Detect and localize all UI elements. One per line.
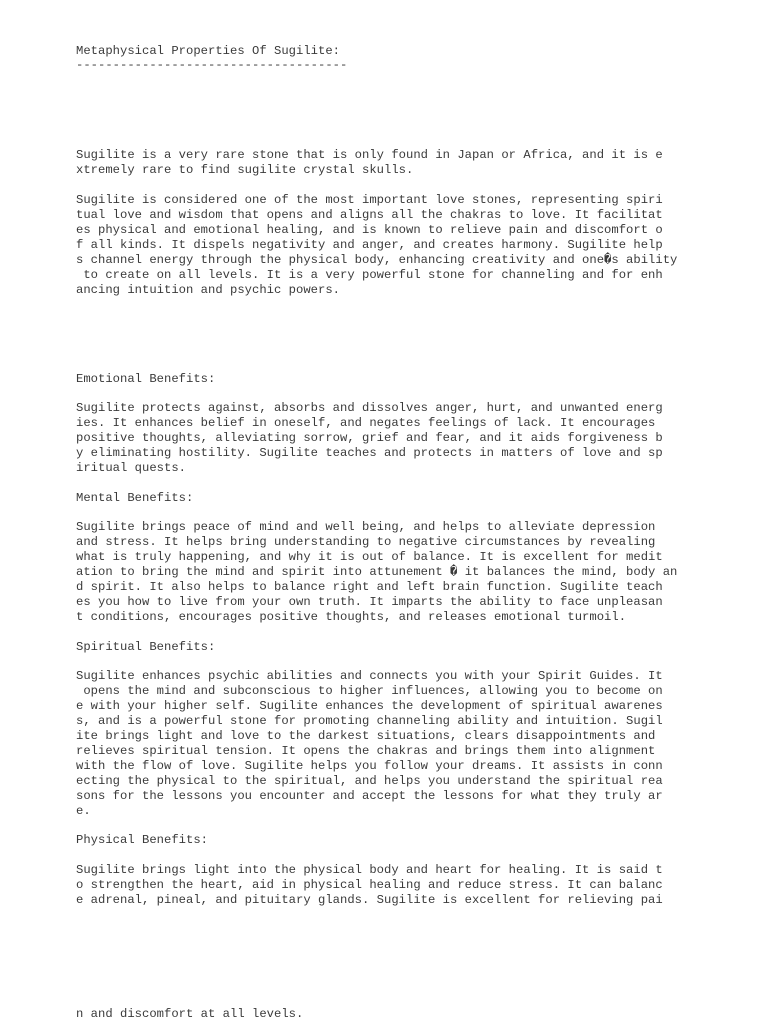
paragraph-line: ecting the physical to the spiritual, and helps you understand the spiritual rea xyxy=(76,774,663,788)
paragraph-line: positive thoughts, alleviating sorrow, grief and fear, and it aids forgiveness b xyxy=(76,431,663,445)
section-heading-spiritual: Spiritual Benefits: xyxy=(76,640,216,654)
paragraph-line: what is truly happening, and why it is out of balance. It is excellent for medit xyxy=(76,550,663,564)
paragraph-line: s, and is a powerful stone for promoting channeling ability and intuition. Sugil xyxy=(76,714,663,728)
intro-line: Sugilite is a very rare stone that is only found in Japan or Africa, and it is e xyxy=(76,148,663,162)
intro-line: Sugilite is considered one of the most important love stones, representing spiri xyxy=(76,193,663,207)
section-heading-mental: Mental Benefits: xyxy=(76,491,194,505)
section-heading-emotional: Emotional Benefits: xyxy=(76,372,216,386)
paragraph-line: t conditions, encourages positive thoughts, and releases emotional turmoil. xyxy=(76,610,627,624)
paragraph-line: ies. It enhances belief in oneself, and negates feelings of lack. It encourages xyxy=(76,416,656,430)
intro-line: f all kinds. It dispels negativity and anger, and creates harmony. Sugilite help xyxy=(76,238,663,252)
intro-line: s channel energy through the physical body, enhancing creativity and one�s ability xyxy=(76,253,678,267)
intro-line: to create on all levels. It is a very powerful stone for channeling and for enh xyxy=(76,268,663,282)
intro-line: tual love and wisdom that opens and aligns all the chakras to love. It facilitat xyxy=(76,208,663,222)
paragraph-line: with the flow of love. Sugilite helps you follow your dreams. It assists in conn xyxy=(76,759,663,773)
paragraph-line: y eliminating hostility. Sugilite teaches and protects in matters of love and sp xyxy=(76,446,663,460)
paragraph-line: iritual quests. xyxy=(76,461,187,475)
paragraph-line: sons for the lessons you encounter and accept the lessons for what they truly ar xyxy=(76,789,663,803)
paragraph-line: and stress. It helps bring understanding to negative circumstances by revealing xyxy=(76,535,656,549)
intro-line: xtremely rare to find sugilite crystal skulls. xyxy=(76,163,414,177)
paragraph-line: relieves spiritual tension. It opens the chakras and brings them into alignment xyxy=(76,744,656,758)
paragraph-line: ite brings light and love to the darkest situations, clears disappointments and xyxy=(76,729,656,743)
closing-line: n and discomfort at all levels. xyxy=(76,1007,304,1021)
paragraph-line: es you how to live from your own truth. It imparts the ability to face unpleasan xyxy=(76,595,663,609)
paragraph-line: opens the mind and subconscious to higher influences, allowing you to become on xyxy=(76,684,663,698)
paragraph-line: Sugilite brings peace of mind and well being, and helps to alleviate depression xyxy=(76,520,656,534)
section-heading-physical: Physical Benefits: xyxy=(76,833,209,847)
paragraph-line: ation to bring the mind and spirit into attunement � it balances the mind, body an xyxy=(76,565,678,579)
paragraph-line: Sugilite enhances psychic abilities and connects you with your Spirit Guides. It xyxy=(76,669,663,683)
intro-line: es physical and emotional healing, and is known to relieve pain and discomfort o xyxy=(76,223,663,237)
paragraph-line: Sugilite protects against, absorbs and dissolves anger, hurt, and unwanted energ xyxy=(76,401,663,415)
document-title: Metaphysical Properties Of Sugilite: xyxy=(76,44,341,58)
paragraph-line: e adrenal, pineal, and pituitary glands. Sugilite is excellent for relieving pai xyxy=(76,893,663,907)
title-underline: ------------------------------------- xyxy=(76,58,348,72)
paragraph-line: e. xyxy=(76,804,91,818)
intro-line: ancing intuition and psychic powers. xyxy=(76,283,341,297)
paragraph-line: e with your higher self. Sugilite enhances the development of spiritual awarenes xyxy=(76,699,663,713)
paragraph-line: d spirit. It also helps to balance right and left brain function. Sugilite teach xyxy=(76,580,663,594)
paragraph-line: Sugilite brings light into the physical body and heart for healing. It is said t xyxy=(76,863,663,877)
paragraph-line: o strengthen the heart, aid in physical healing and reduce stress. It can balanc xyxy=(76,878,663,892)
